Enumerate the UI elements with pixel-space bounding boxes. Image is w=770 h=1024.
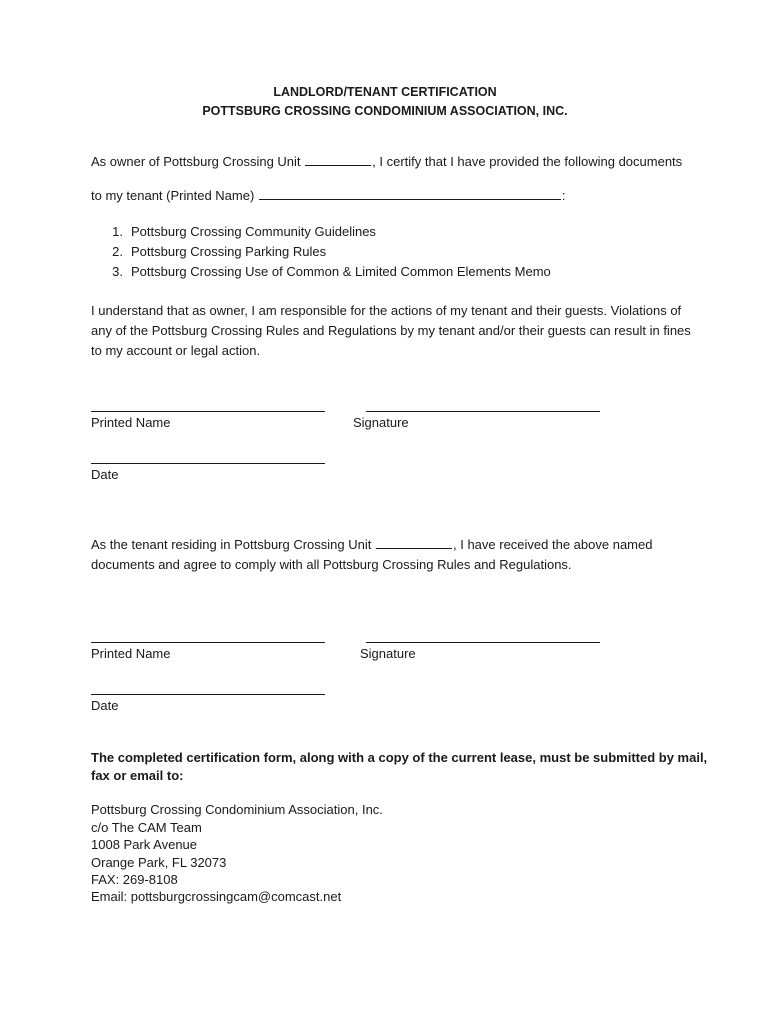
owner-printed-name-label: Printed Name xyxy=(91,415,171,430)
tenant-signature-line[interactable] xyxy=(366,642,600,643)
owner-date-line[interactable] xyxy=(91,463,325,464)
owner-date-label: Date xyxy=(91,467,119,482)
address-street: 1008 Park Avenue xyxy=(91,837,198,852)
owner-statement-text-c: to my tenant (Printed Name) xyxy=(91,188,255,203)
owner-signature-line[interactable] xyxy=(366,411,600,412)
address-city: Orange Park, FL 32073 xyxy=(91,855,227,870)
owner-statement-line1 xyxy=(91,152,682,172)
responsibility-line3: to my account or legal action. xyxy=(91,343,261,358)
tenant-unit-field[interactable] xyxy=(376,536,452,549)
document-title: LANDLORD/TENANT CERTIFICATION xyxy=(273,85,497,99)
submission-notice-line2: fax or email to: xyxy=(91,768,184,783)
list-item-label: Pottsburg Crossing Use of Common & Limited Common Elements Memo xyxy=(131,264,551,279)
owner-printed-name-line[interactable] xyxy=(91,411,325,412)
tenant-statement-line1 xyxy=(91,535,652,555)
list-item-label: Pottsburg Crossing Parking Rules xyxy=(131,244,327,259)
list-item xyxy=(91,262,551,282)
tenant-printed-name-field[interactable] xyxy=(259,187,561,200)
owner-statement-text-b: , I certify that I have provided the following documents xyxy=(372,154,683,169)
tenant-signature-label: Signature xyxy=(360,646,416,661)
tenant-statement-text-b: , I have received the above named xyxy=(453,537,653,552)
owner-signature-label: Signature xyxy=(353,415,409,430)
list-item xyxy=(91,222,551,242)
owner-statement-colon: : xyxy=(561,188,566,203)
responsibility-line2: any of the Pottsburg Crossing Rules and Regulations by my tenant and/or their guests can result in fines xyxy=(91,323,691,338)
address-email[interactable]: Email: pottsburgcrossingcam@comcast.net xyxy=(91,889,342,904)
address-fax: FAX: 269-8108 xyxy=(91,872,178,887)
owner-statement-line2 xyxy=(91,186,566,206)
address-org: Pottsburg Crossing Condominium Association, Inc. xyxy=(91,802,383,817)
submission-notice-line1: The completed certification form, along with a copy of the current lease, must be submitted by mail, xyxy=(91,750,708,765)
association-name: POTTSBURG CROSSING CONDOMINIUM ASSOCIATION, INC. xyxy=(202,104,568,118)
list-item xyxy=(91,242,551,262)
owner-statement-text-a: As owner of Pottsburg Crossing Unit xyxy=(91,154,301,169)
list-item-label: Pottsburg Crossing Community Guidelines xyxy=(131,224,376,239)
address-care-of: c/o The CAM Team xyxy=(91,820,202,835)
tenant-statement-line2: documents and agree to comply with all Pottsburg Crossing Rules and Regulations. xyxy=(91,557,572,572)
responsibility-line1: I understand that as owner, I am responsible for the actions of my tenant and their guests. Violations of xyxy=(91,303,682,318)
tenant-statement-text-a: As the tenant residing in Pottsburg Crossing Unit xyxy=(91,537,372,552)
tenant-printed-name-line[interactable] xyxy=(91,642,325,643)
list-item-number: 1. xyxy=(112,224,123,239)
list-item-number: 3. xyxy=(112,264,123,279)
tenant-date-label: Date xyxy=(91,698,119,713)
tenant-date-line[interactable] xyxy=(91,694,325,695)
tenant-printed-name-label: Printed Name xyxy=(91,646,171,661)
list-item-number: 2. xyxy=(112,244,123,259)
document-list xyxy=(91,222,551,282)
owner-unit-field[interactable] xyxy=(305,153,371,166)
